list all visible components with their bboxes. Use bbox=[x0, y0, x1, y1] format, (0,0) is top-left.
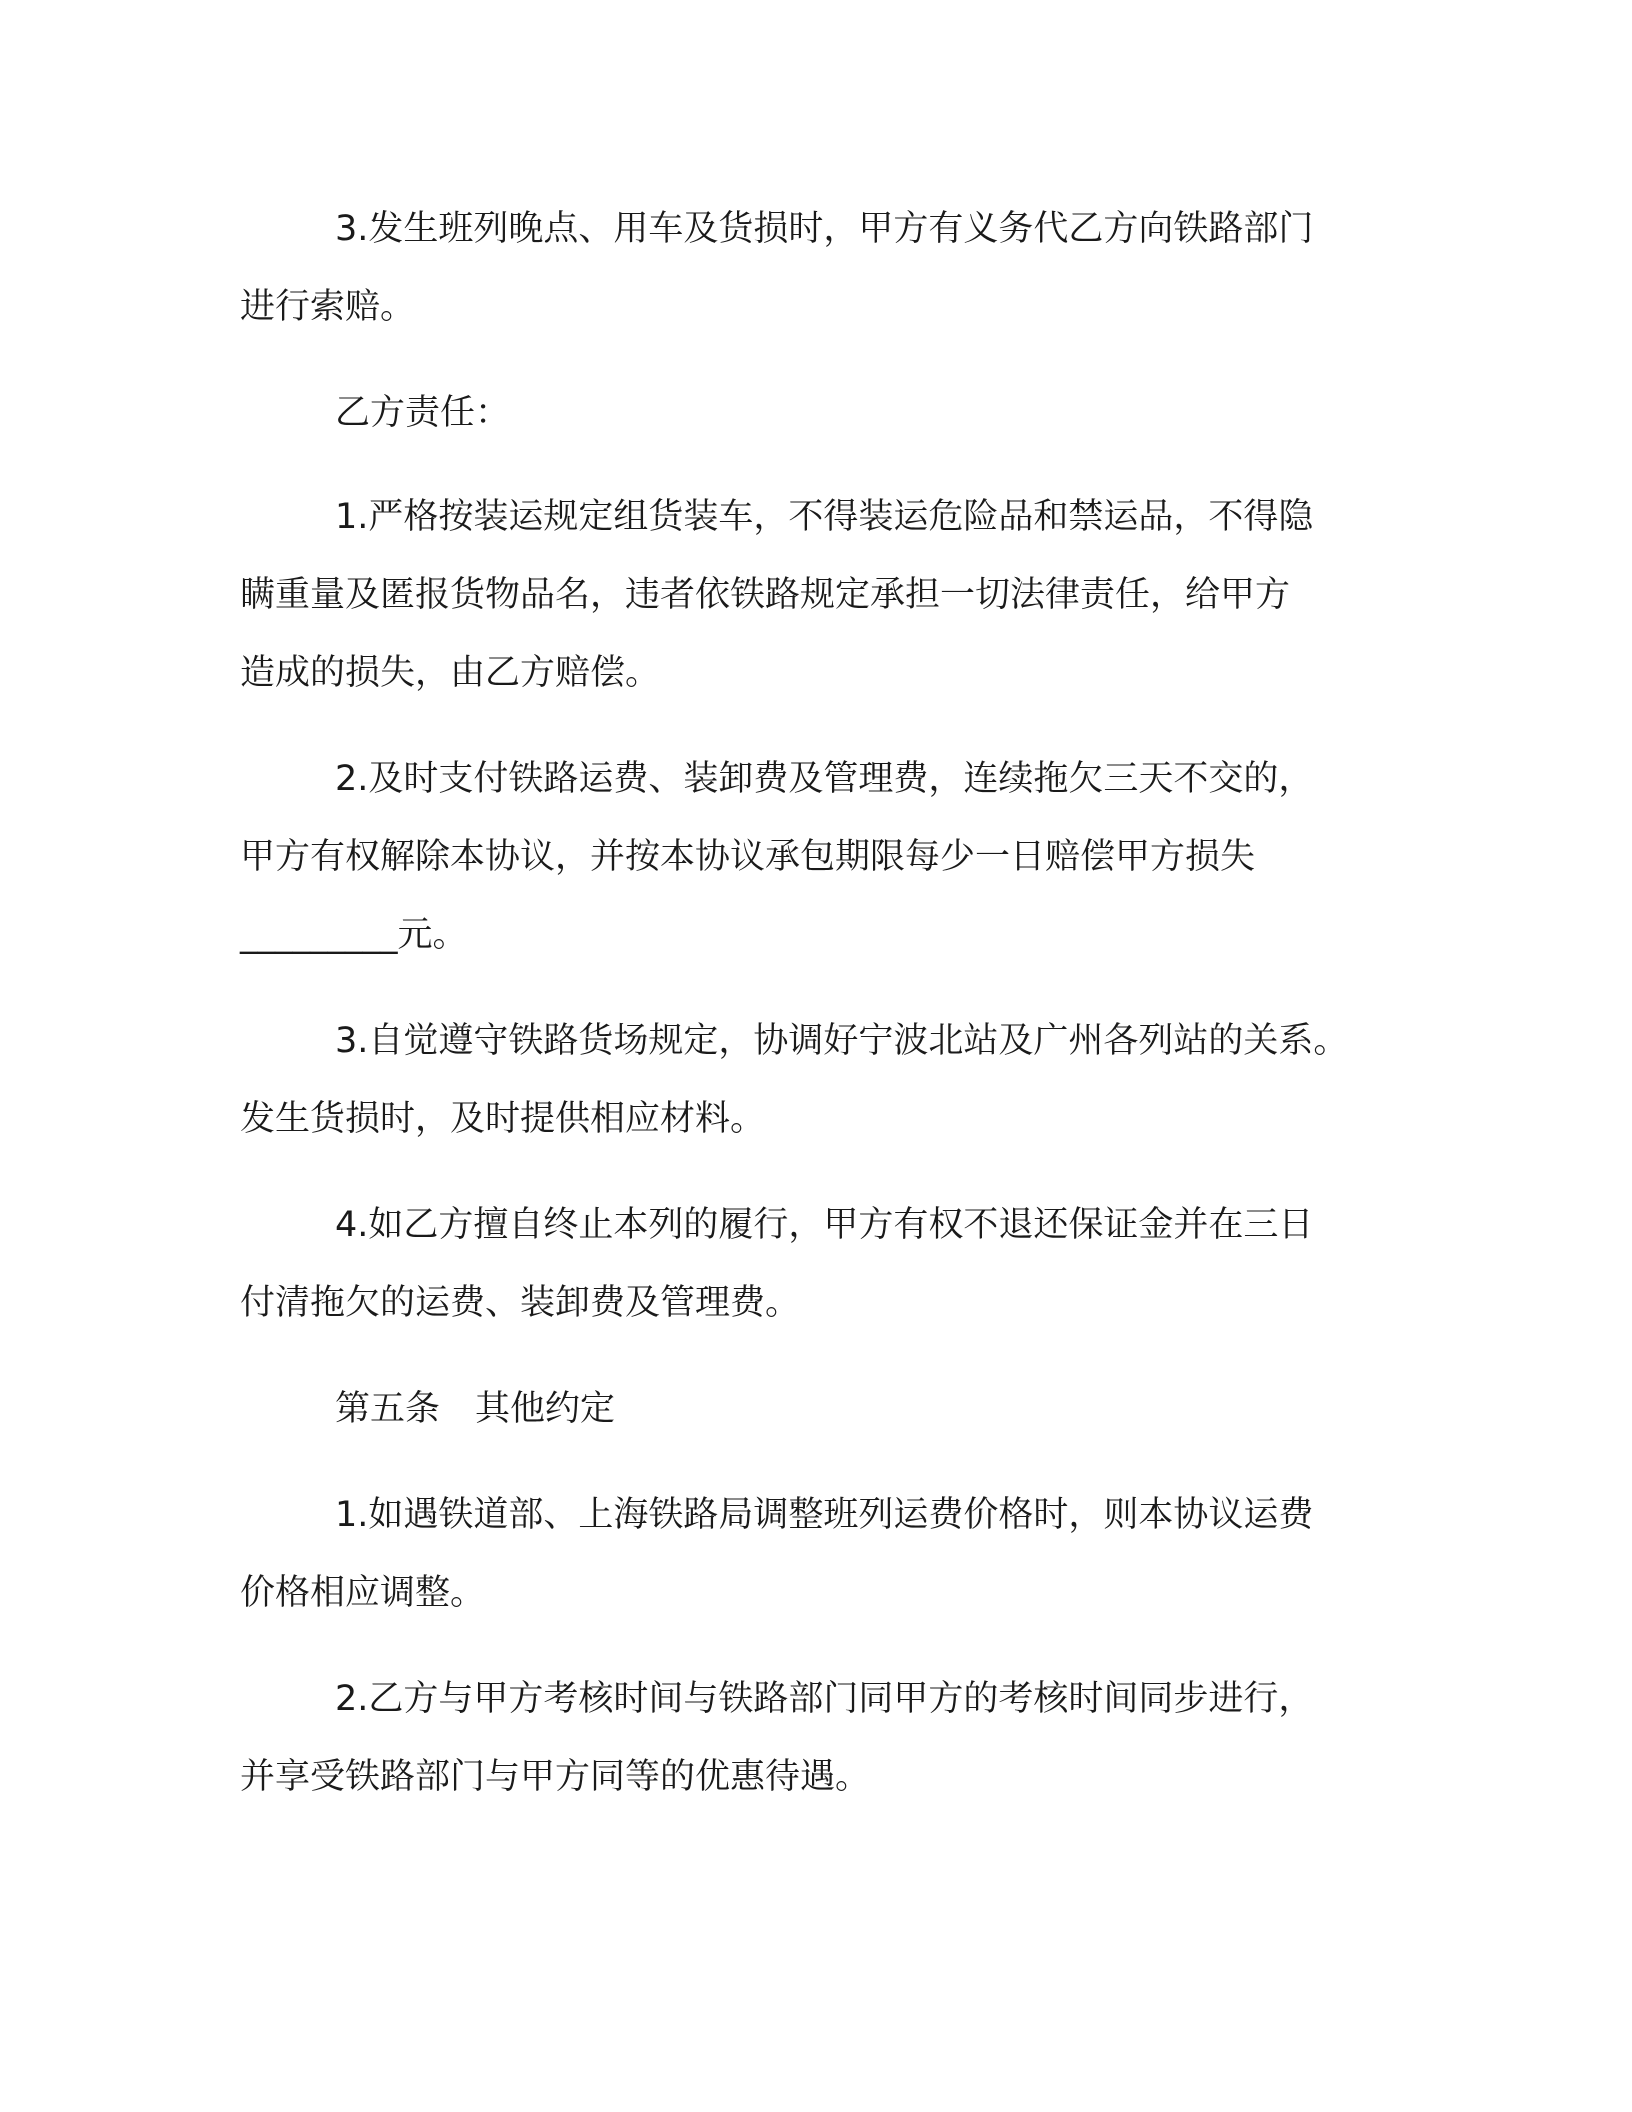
paragraph-9-line-1: 2.乙方与甲方考核时间与铁路部门同甲方的考核时间同步进行， bbox=[335, 1679, 1314, 1719]
paragraph-8-line-1: 1.如遇铁道部、上海铁路局调整班列运费价格时，则本协议运费 bbox=[335, 1495, 1314, 1535]
paragraph-4 bbox=[240, 740, 1400, 974]
paragraph-gap bbox=[240, 452, 1400, 478]
paragraph-6-line-1: 4.如乙方擅自终止本列的履行，甲方有权不退还保证金并在三日 bbox=[335, 1205, 1314, 1245]
paragraph-3-line-3: 造成的损失，由乙方赔偿。 bbox=[240, 653, 661, 693]
paragraph-6-line-2: 付清拖欠的运费、装卸费及管理费。 bbox=[240, 1283, 801, 1323]
paragraph-4-line-2: 甲方有权解除本协议，并按本协议承包期限每少一日赔偿甲方损失 bbox=[240, 837, 1256, 877]
paragraph-4-line-3: _________元。 bbox=[240, 915, 468, 955]
paragraph-5-line-1: 3.自觉遵守铁路货场规定，协调好宁波北站及广州各列站的关系。 bbox=[335, 1021, 1349, 1061]
paragraph-3 bbox=[240, 478, 1400, 712]
paragraph-9 bbox=[240, 1660, 1400, 1816]
paragraph-9-line-2: 并享受铁路部门与甲方同等的优惠待遇。 bbox=[240, 1757, 871, 1797]
paragraph-6 bbox=[240, 1186, 1400, 1342]
paragraph-5 bbox=[240, 1002, 1400, 1158]
paragraph-1-line-2: 进行索赔。 bbox=[240, 287, 416, 327]
paragraph-gap bbox=[240, 974, 1400, 1002]
section-heading-article-five bbox=[240, 1370, 1400, 1448]
paragraph-gap bbox=[240, 1158, 1400, 1186]
paragraph-gap bbox=[240, 1342, 1400, 1370]
paragraph-gap bbox=[240, 1632, 1400, 1660]
paragraph-8 bbox=[240, 1476, 1400, 1632]
paragraph-4-line-1: 2.及时支付铁路运费、装卸费及管理费，连续拖欠三天不交的， bbox=[335, 759, 1314, 799]
paragraph-1-line-1: 3.发生班列晚点、用车及货损时，甲方有义务代乙方向铁路部门 bbox=[335, 209, 1314, 249]
paragraph-8-line-2: 价格相应调整。 bbox=[240, 1573, 486, 1613]
paragraph-gap bbox=[240, 1448, 1400, 1476]
paragraph-1 bbox=[240, 190, 1400, 346]
document-body bbox=[240, 190, 1400, 1816]
paragraph-3-line-2: 瞒重量及匿报货物品名，违者依铁路规定承担一切法律责任，给甲方 bbox=[240, 575, 1291, 615]
section-heading-party-b-responsibilities bbox=[240, 374, 1400, 452]
paragraph-gap bbox=[240, 346, 1400, 374]
paragraph-5-line-2: 发生货损时，及时提供相应材料。 bbox=[240, 1099, 766, 1139]
article-five-title: 第五条 其他约定 bbox=[335, 1389, 616, 1429]
paragraph-3-line-1: 1.严格按装运规定组货装车，不得装运危险品和禁运品，不得隐 bbox=[335, 497, 1314, 537]
paragraph-gap bbox=[240, 712, 1400, 740]
party-b-responsibilities-title: 乙方责任： bbox=[335, 393, 511, 433]
